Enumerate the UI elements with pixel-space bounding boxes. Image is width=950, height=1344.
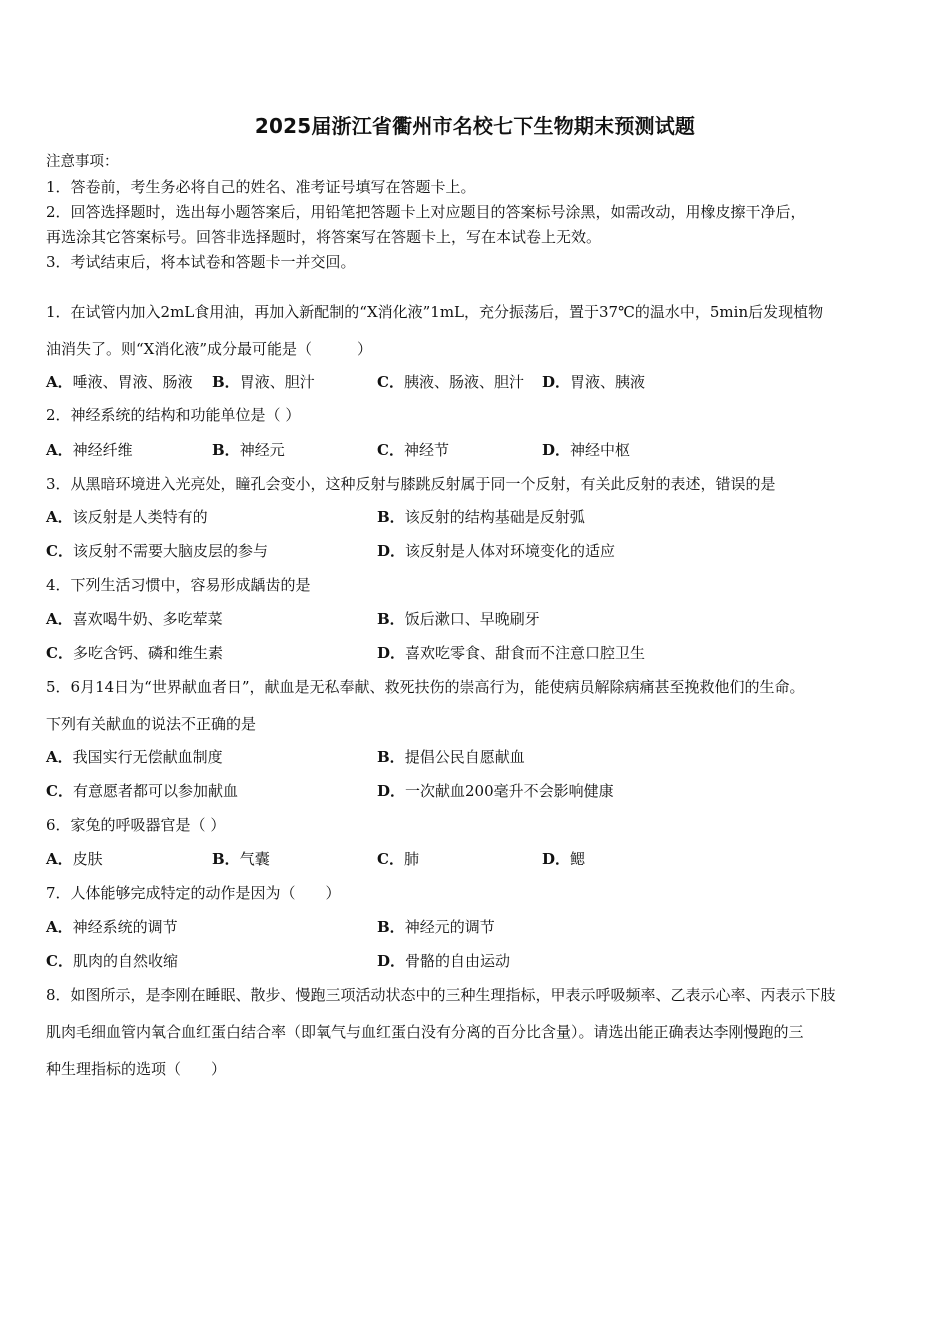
option-label: C．: [377, 441, 404, 459]
q1-option-c[interactable]: [377, 372, 524, 392]
option-label: D．: [377, 644, 406, 662]
option-text: 鳃: [570, 850, 586, 868]
option-label: B．: [212, 850, 240, 868]
option-label: C．: [377, 373, 404, 391]
option-label: B．: [212, 441, 240, 459]
option-text: 多吃含钙、磷和维生素: [72, 644, 223, 662]
option-text: 神经中枢: [570, 441, 631, 459]
option-label: C．: [377, 850, 404, 868]
q4-option-c[interactable]: [46, 643, 223, 663]
q3-option-c[interactable]: [46, 541, 268, 561]
option-label: C．: [46, 542, 73, 560]
question-1-text: 1．在试管内加入2mL食用油，再加入新配制的“X消化液”1mL，充分振荡后，置于37℃的温水中，5min后发现植物: [46, 303, 824, 321]
option-label: D．: [377, 782, 406, 800]
option-label: D．: [542, 373, 571, 391]
notice-heading: 注意事项：: [46, 154, 119, 170]
question-8-text: 8．如图所示，是李刚在睡眠、散步、慢跑三项活动状态中的三种生理指标，甲表示呼吸频率、乙表示心率、丙表示下肢: [46, 986, 836, 1004]
q4-option-d[interactable]: [377, 643, 645, 663]
option-label: B．: [377, 918, 405, 936]
q1-option-a[interactable]: [46, 372, 193, 392]
option-text: 骨骼的自由运动: [405, 952, 511, 970]
option-label: B．: [377, 748, 405, 766]
option-text: 胃液、胆汁: [239, 373, 315, 391]
option-label: D．: [377, 952, 406, 970]
q5-option-c[interactable]: [46, 781, 238, 801]
option-text: 有意愿者都可以参加献血: [72, 782, 238, 800]
option-text: 神经节: [403, 441, 449, 459]
notice-item: 2．回答选择题时，选出每小题答案后，用铅笔把答题卡上对应题目的答案标号涂黑，如需改动，用橡皮擦干净后，: [46, 203, 806, 221]
option-text: 胃液、胰液: [570, 373, 646, 391]
option-label: B．: [377, 610, 405, 628]
q6-option-c[interactable]: [377, 849, 419, 869]
question-4-text: 4．下列生活习惯中，容易形成龋齿的是: [46, 576, 311, 594]
q4-option-a[interactable]: [46, 609, 223, 629]
option-text: 气囊: [239, 850, 270, 868]
page-title: 2025届浙江省衢州市名校七下生物期末预测试题: [254, 114, 696, 138]
q7-option-c[interactable]: [46, 951, 178, 971]
notice-item: 1．答卷前，考生务必将自己的姓名、准考证号填写在答题卡上。: [46, 178, 476, 196]
q3-option-d[interactable]: [377, 541, 615, 561]
option-text: 神经系统的调节: [72, 918, 178, 936]
option-label: D．: [542, 850, 571, 868]
notice-item: 再选涂其它答案标号。回答非选择题时，将答案写在答题卡上，写在本试卷上无效。: [46, 228, 602, 246]
q2-option-b[interactable]: [212, 440, 285, 460]
q1-option-b[interactable]: [212, 372, 315, 392]
option-label: A．: [46, 373, 73, 391]
q6-option-b[interactable]: [212, 849, 270, 869]
q5-option-d[interactable]: [377, 781, 614, 801]
option-text: 该反射不需要大脑皮层的参与: [72, 542, 268, 560]
question-7-text: 7．人体能够完成特定的动作是因为（ ）: [46, 884, 341, 902]
question-5-text: 下列有关献血的说法不正确的是: [46, 715, 257, 733]
q2-option-d[interactable]: [542, 440, 630, 460]
q3-option-b[interactable]: [377, 507, 585, 527]
notice-item: 3．考试结束后，将本试卷和答题卡一并交回。: [46, 253, 356, 271]
option-text: 神经元的调节: [404, 918, 495, 936]
option-text: 皮肤: [72, 850, 103, 868]
question-6-text: 6．家兔的呼吸器官是（ ）: [46, 816, 226, 834]
question-8-text: 肌肉毛细血管内氧合血红蛋白结合率（即氧气与血红蛋白没有分离的百分比含量）。请选出能正确表达李刚慢跑的三: [46, 1023, 804, 1041]
option-label: B．: [212, 373, 240, 391]
q5-option-b[interactable]: [377, 747, 525, 767]
question-5-text: 5．6月14日为“世界献血者日”，献血是无私奉献、救死扶伤的崇高行为，能使病员解除病痛甚至挽救他们的生命。: [46, 678, 805, 696]
q1-option-d[interactable]: [542, 372, 645, 392]
option-label: A．: [46, 850, 73, 868]
q3-option-a[interactable]: [46, 507, 208, 527]
q7-option-a[interactable]: [46, 917, 178, 937]
q5-option-a[interactable]: [46, 747, 223, 767]
option-label: D．: [377, 542, 406, 560]
option-text: 喜欢喝牛奶、多吃荤菜: [72, 610, 223, 628]
option-text: 该反射的结构基础是反射弧: [404, 508, 585, 526]
q6-option-d[interactable]: [542, 849, 585, 869]
option-text: 提倡公民自愿献血: [404, 748, 525, 766]
question-2-text: 2．神经系统的结构和功能单位是（ ）: [46, 406, 301, 424]
option-text: 肺: [403, 850, 419, 868]
option-label: C．: [46, 782, 73, 800]
option-label: A．: [46, 508, 73, 526]
option-text: 饭后漱口、早晚刷牙: [404, 610, 540, 628]
question-3-text: 3．从黑暗环境进入光亮处，瞳孔会变小，这种反射与膝跳反射属于同一个反射，有关此反射的表述，错误的是: [46, 475, 776, 493]
option-label: A．: [46, 748, 73, 766]
question-8-text: 种生理指标的选项（ ）: [46, 1060, 227, 1078]
q6-option-a[interactable]: [46, 849, 103, 869]
option-text: 我国实行无偿献血制度: [72, 748, 223, 766]
option-text: 神经纤维: [72, 441, 133, 459]
option-text: 胰液、肠液、胆汁: [403, 373, 524, 391]
option-text: 神经元: [239, 441, 285, 459]
option-label: C．: [46, 952, 73, 970]
option-text: 该反射是人类特有的: [72, 508, 208, 526]
option-text: 喜欢吃零食、甜食而不注意口腔卫生: [405, 644, 646, 662]
option-text: 肌肉的自然收缩: [72, 952, 178, 970]
q7-option-d[interactable]: [377, 951, 510, 971]
option-text: 唾液、胃液、肠液: [72, 373, 193, 391]
option-label: A．: [46, 610, 73, 628]
option-label: A．: [46, 918, 73, 936]
option-label: C．: [46, 644, 73, 662]
q7-option-b[interactable]: [377, 917, 495, 937]
option-label: A．: [46, 441, 73, 459]
q4-option-b[interactable]: [377, 609, 540, 629]
q2-option-c[interactable]: [377, 440, 449, 460]
option-label: D．: [542, 441, 571, 459]
option-text: 一次献血200毫升不会影响健康: [405, 782, 614, 800]
question-1-text: 油消失了。则“X消化液”成分最可能是（ ）: [46, 340, 373, 358]
option-label: B．: [377, 508, 405, 526]
option-text: 该反射是人体对环境变化的适应: [405, 542, 616, 560]
q2-option-a[interactable]: [46, 440, 133, 460]
